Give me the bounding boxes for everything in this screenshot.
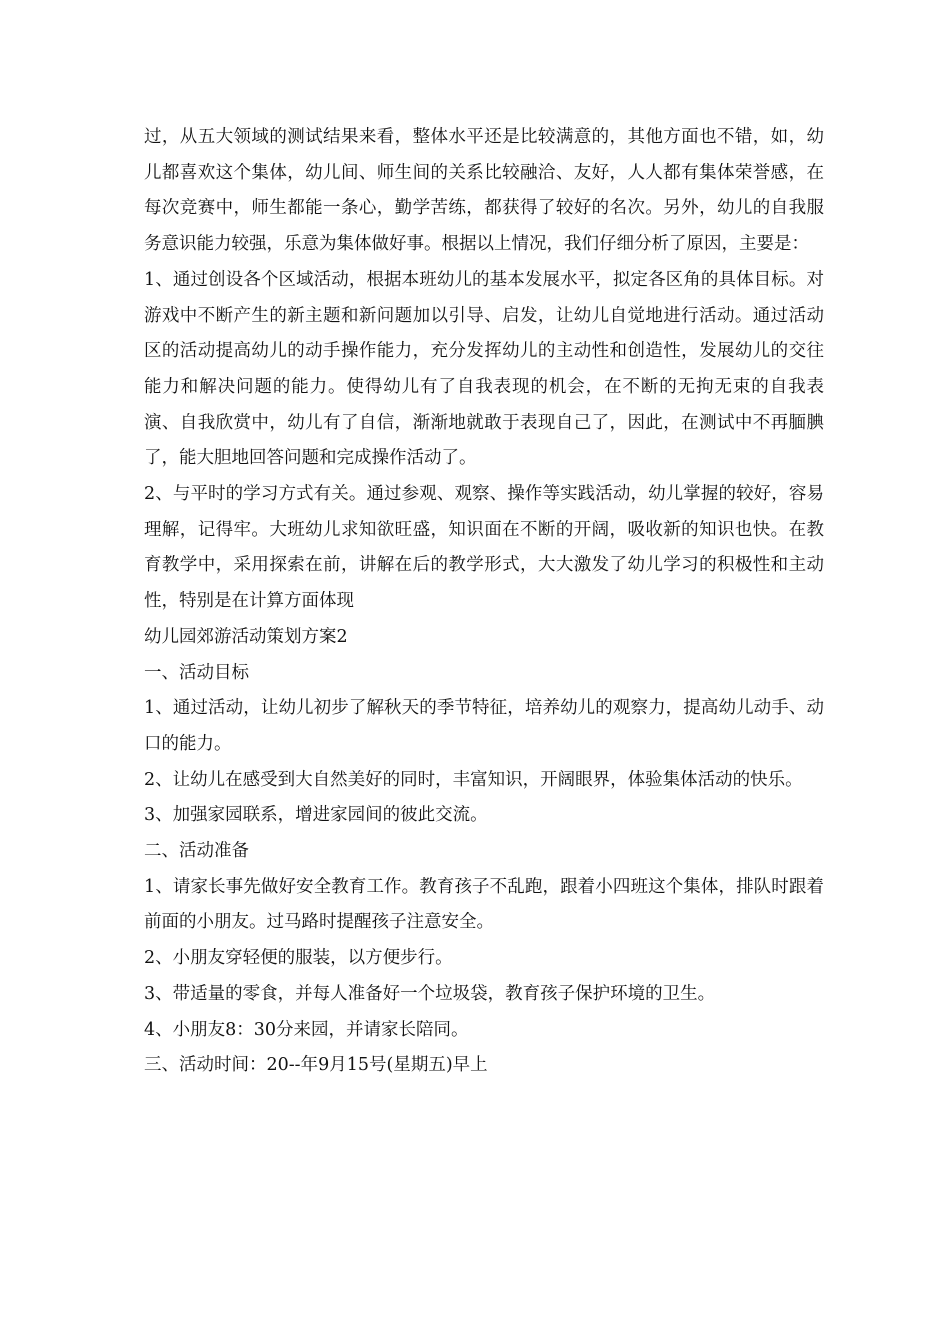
heading-activity-preparation: 二、活动准备 (144, 841, 249, 862)
preparation-item-4: 4、小朋友8：30分来园，并请家长陪同。 (144, 1019, 469, 1040)
preparation-item-2: 2、小朋友穿轻便的服装，以方便步行。 (144, 948, 453, 969)
heading-activity-goals: 一、活动目标 (144, 662, 249, 683)
goal-item-3: 3、加强家园联系，增进家园间的彼此交流。 (144, 805, 488, 826)
paragraph-reason-1: 1、通过创设各个区域活动，根据本班幼儿的基本发展水平，拟定各区角的具体目标。对游戏中不断产生的新主题和新问题加以引导、启发，让幼儿自觉地进行活动。通过活动区的活动提高幼儿的动手操作能力，充分发挥幼儿的主动性和创造性，发展幼儿的交往能力和解决问题的能力。使得幼儿有了自我表现的机会，在不断的无拘无束的自我表演、自我欣赏中，幼儿有了自信，渐渐地就敢于表现自己了，因此，在测试中不再腼腆了，能大胆地回答问题和完成操作活动了。 (144, 269, 824, 469)
goal-item-2: 2、让幼儿在感受到大自然美好的同时，丰富知识，开阔眼界，体验集体活动的快乐。 (144, 769, 803, 790)
heading-activity-time: 三、活动时间：20--年9月15号(星期五)早上 (144, 1055, 488, 1076)
paragraph-reason-2: 2、与平时的学习方式有关。通过参观、观察、操作等实践活动，幼儿掌握的较好，容易理解，记得牢。大班幼儿求知欲旺盛，知识面在不断的开阔，吸收新的知识也快。在教育教学中，采用探索在前，讲解在后的教学形式，大大激发了幼儿学习的积极性和主动性，特别是在计算方面体现 (144, 484, 824, 612)
paragraph-analysis-intro: 过，从五大领域的测试结果来看，整体水平还是比较满意的，其他方面也不错，如，幼儿都喜欢这个集体，幼儿间、师生间的关系比较融洽、友好，人人都有集体荣誉感，在每次竞赛中，师生都能一条心，勤学苦练，都获得了较好的名次。另外，幼儿的自我服务意识能力较强，乐意为集体做好事。根据以上情况，我们仔细分析了原因，主要是： (144, 127, 824, 255)
preparation-item-3: 3、带适量的零食，并每人准备好一个垃圾袋，教育孩子保护环境的卫生。 (144, 983, 716, 1004)
section-title: 幼儿园郊游活动策划方案2 (144, 626, 348, 647)
document-body (144, 120, 824, 1084)
preparation-item-1: 1、请家长事先做好安全教育工作。教育孩子不乱跑，跟着小四班这个集体，排队时跟着前面的小朋友。过马路时提醒孩子注意安全。 (144, 876, 824, 933)
goal-item-1: 1、通过活动，让幼儿初步了解秋天的季节特征，培养幼儿的观察力，提高幼儿动手、动口的能力。 (144, 698, 824, 754)
